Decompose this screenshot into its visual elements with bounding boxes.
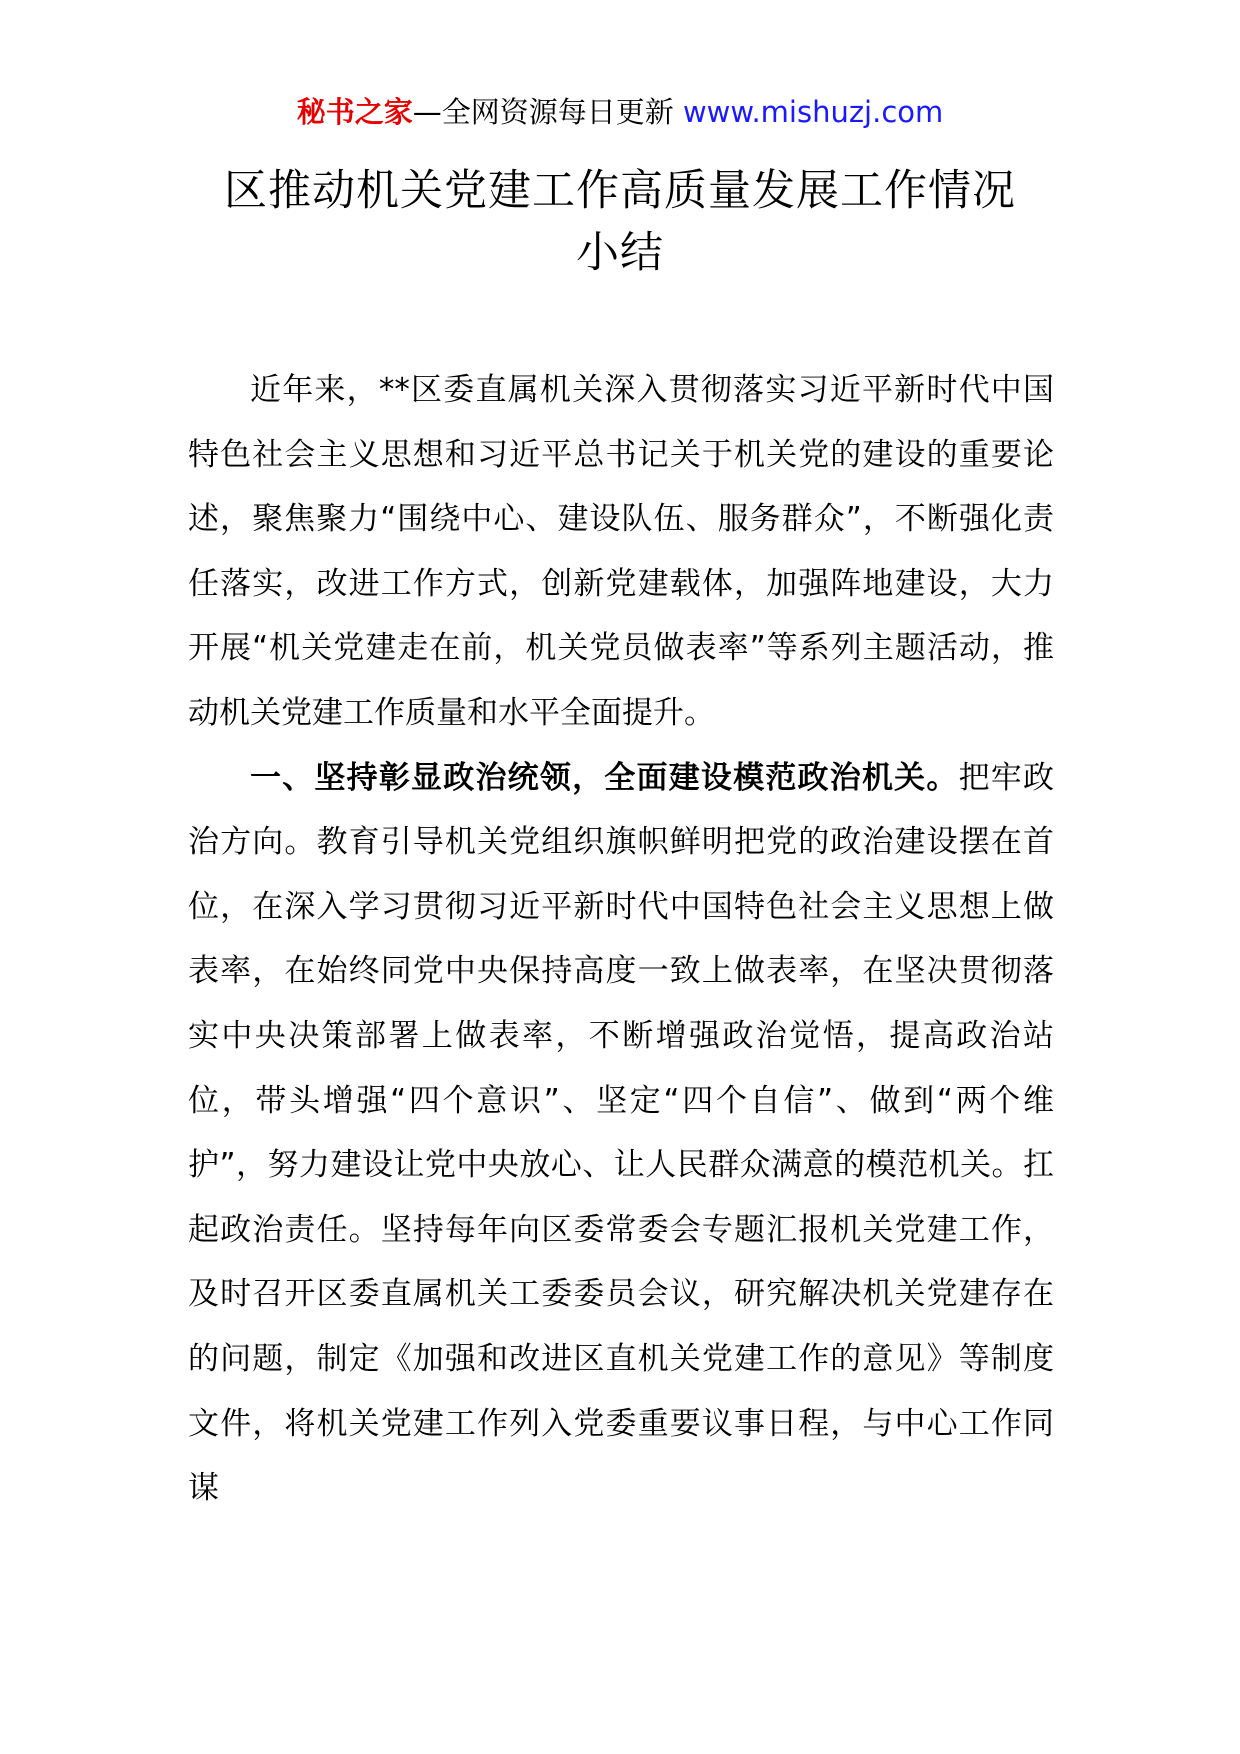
document-title [150,160,1090,284]
title-line-1: 区推动机关党建工作高质量发展工作情况 [224,166,1016,216]
title-line-2: 小结 [576,228,664,278]
site-header [0,92,1240,132]
site-url[interactable]: www.mishuzj.com [682,95,944,129]
intro-paragraph: 近年来，**区委直属机关深入贯彻落实习近平新时代中国特色社会主义思想和习近平总书记关于机关党的建设的重要论述，聚焦聚力“围绕中心、建设队伍、服务群众”，不断强化责任落实，改进工作方式，创新党建载体，加强阵地建设，大力开展“机关党建走在前，机关党员做表率”等系列主题活动，推动机关党建工作质量和水平全面提升。 [188,372,1054,731]
header-slogan: —全网资源每日更新 [412,95,674,129]
section-1-body: 把牢政治方向。教育引导机关党组织旗帜鲜明把党的政治建设摆在首位，在深入学习贯彻习近平新时代中国特色社会主义思想上做表率，在始终同党中央保持高度一致上做表率，在坚决贯彻落实中央决策部署上做表率，不断增强政治觉悟，提高政治站位，带头增强“四个意识”、坚定“四个自信”、做到“两个维护”，努力建设让党中央放心、让人民群众满意的模范机关。扛起政治责任。坚持每年向区委常委会专题汇报机关党建工作，及时召开区委直属机关工委委员会议，研究解决机关党建存在的问题，制定《加强和改进区直机关党建工作的意见》等制度文件，将机关党建工作列入党委重要议事日程，与中心工作同谋 [188,759,1055,1507]
document-body [188,358,1054,1521]
brand-name: 秘书之家 [296,95,413,129]
section-1-paragraph [188,746,1054,1521]
section-1-heading: 一、坚持彰显政治统领，全面建设模范政治机关。 [250,759,959,796]
